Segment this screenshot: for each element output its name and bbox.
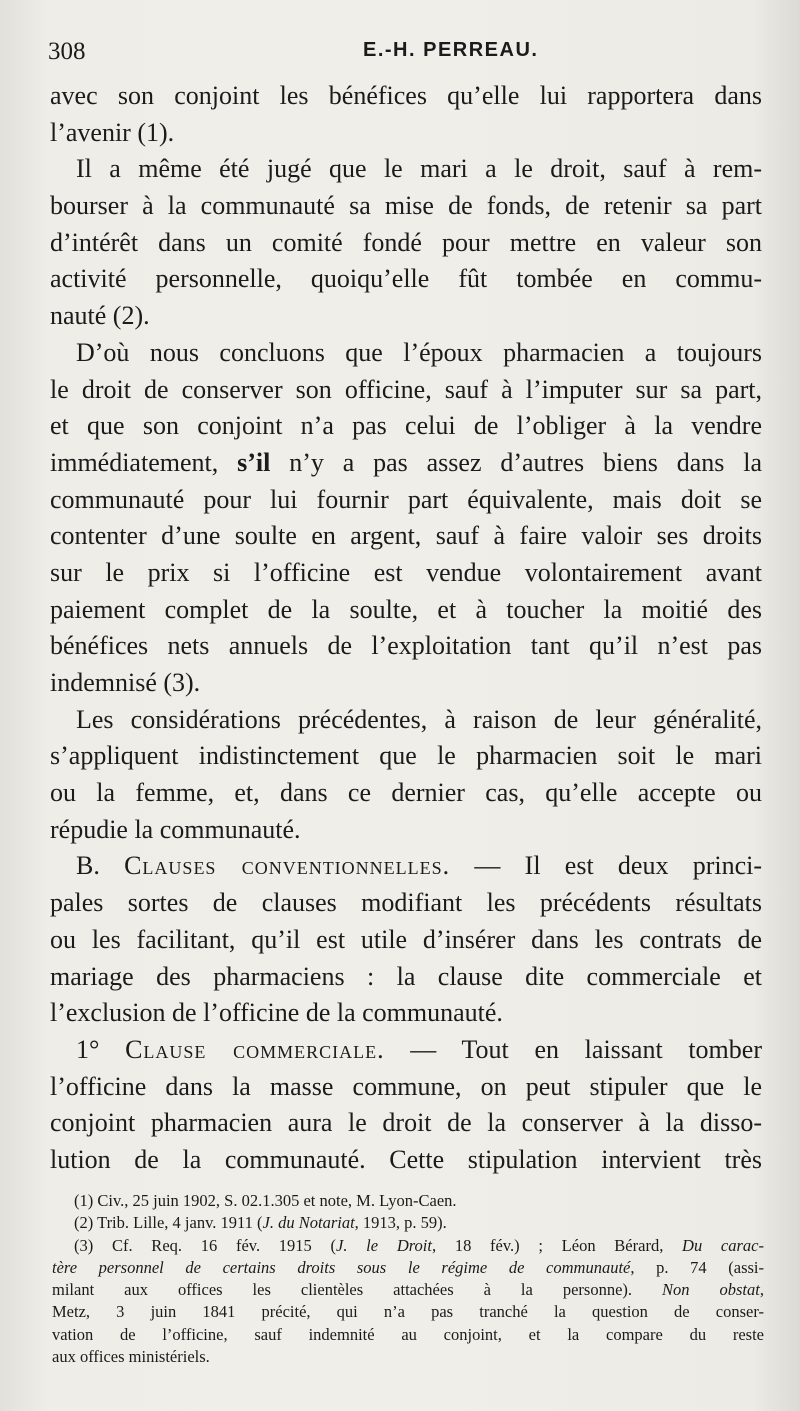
footnote-2 xyxy=(52,1212,764,1234)
text-line: s’appliquent indistinctement que le pharmacien soit le mari xyxy=(50,741,762,771)
text-line: pales sortes de clauses modifiant les précédents résultats xyxy=(50,888,762,918)
footnote-3-line xyxy=(52,1279,764,1301)
text-line: indemnisé (3). xyxy=(50,668,201,697)
footnote-3-line: aux offices ministériels. xyxy=(52,1347,210,1367)
text-line: Les considérations précédentes, à raison de leur généralité, xyxy=(76,704,762,734)
text-fragment: — Tout en laissant tomber xyxy=(384,1034,762,1064)
text-line xyxy=(50,848,762,885)
text-fragment: , 1913, p. 59). xyxy=(354,1213,447,1233)
text-line: et que son conjoint n’a pas celui de l’obliger à la vendre xyxy=(50,411,762,441)
text-fragment: (3) Cf. Req. 16 fév. 1915 ( xyxy=(74,1235,337,1255)
text-line: mariage des pharmaciens : la clause dite commerciale et xyxy=(50,961,762,991)
subsection-number: 1° xyxy=(76,1034,126,1064)
text-line: l’exclusion de l’officine de la communauté. xyxy=(50,998,503,1028)
footnote-3-line xyxy=(52,1257,764,1279)
latin-phrase: Non obstat xyxy=(662,1280,760,1300)
text-fragment: n’y a pas assez d’autres biens dans la xyxy=(270,447,762,477)
text-line xyxy=(50,1032,762,1069)
text-fragment: immédiatement, xyxy=(50,447,238,477)
text-line: paiement complet de la soulte, et à toucher la moitié des xyxy=(50,594,762,624)
text-fragment: , p. 74 (assi- xyxy=(630,1257,764,1277)
text-fragment: (2) Trib. Lille, 4 janv. 1911 ( xyxy=(74,1213,263,1233)
text-line: lution de la communauté. Cette stipulation intervient très xyxy=(50,1144,762,1174)
main-text xyxy=(50,78,762,1179)
text-line: l’officine dans la masse commune, on peut stipuler que le xyxy=(50,1071,762,1101)
footnote-3-line: vation de l’officine, sauf indemnité au conjoint, et la compare du reste xyxy=(52,1324,764,1344)
page-number: 308 xyxy=(48,38,86,65)
footnote-1: (1) Civ., 25 juin 1902, S. 02.1.305 et note, M. Lyon-Caen. xyxy=(74,1191,457,1210)
text-line: activité personnelle, quoiqu’elle fût tombée en commu- xyxy=(50,264,762,294)
page-header xyxy=(48,38,758,72)
citation-title: J. du Notariat xyxy=(262,1213,355,1233)
text-fragment: , 18 fév.) ; Léon Bérard, xyxy=(431,1235,683,1255)
text-line: ou les facilitant, qu’il est utile d’insérer dans les contrats de xyxy=(50,924,762,954)
section-heading: Clauses conventionnelles. xyxy=(124,851,451,881)
text-line: D’où nous concluons que l’époux pharmacien a toujours xyxy=(76,337,762,367)
text-line: Il a même été jugé que le mari a le droit, sauf à rem- xyxy=(76,154,762,184)
text-line: contenter d’une soulte en argent, sauf à faire valoir ses droits xyxy=(50,521,762,551)
citation-title: J. le Droit xyxy=(336,1235,432,1255)
text-line xyxy=(50,445,762,482)
citation-title: Du carac- xyxy=(682,1235,764,1255)
footnote-3-line: Metz, 3 juin 1841 précité, qui n’a pas tranché la question de conser- xyxy=(52,1302,764,1322)
text-line: sur le prix si l’officine est vendue volontairement avant xyxy=(50,557,762,587)
text-line: avec son conjoint les bénéfices qu’elle lui rapportera dans xyxy=(50,81,762,110)
text-line: communauté pour lui fournir part équivalente, mais doit se xyxy=(50,484,762,514)
text-line: ou la femme, et, dans ce dernier cas, qu’elle accepte ou xyxy=(50,778,762,808)
text-line: répudie la communauté. xyxy=(50,814,301,844)
text-line: bourser à la communauté sa mise de fonds, de retenir sa part xyxy=(50,191,762,221)
text-fragment: — Il est deux princi- xyxy=(450,851,763,881)
text-line: l’avenir (1). xyxy=(50,117,175,147)
citation-title: tère personnel de certains droits sous le régime de communauté xyxy=(52,1257,631,1277)
section-letter: B. xyxy=(76,851,125,881)
footnote-3 xyxy=(52,1235,764,1257)
text-fragment: milant aux offices les clientèles attachées à la personne). xyxy=(52,1280,663,1300)
text-line: le droit de conserver son officine, sauf à l’imputer sur sa part, xyxy=(50,374,762,404)
text-line: nauté (2). xyxy=(50,301,150,331)
text-line: d’intérêt dans un comité fondé pour mettre en valeur son xyxy=(50,227,762,257)
text-line: bénéfices nets annuels de l’exploitation tant qu’il n’est pas xyxy=(50,631,762,661)
subsection-heading: Clause commerciale. xyxy=(125,1034,385,1064)
footnotes xyxy=(52,1190,764,1368)
text-line: conjoint pharmacien aura le droit de la conserver à la disso- xyxy=(50,1108,762,1138)
running-head: E.-H. PERREAU. xyxy=(363,39,539,61)
text-fragment: , xyxy=(759,1280,764,1300)
bold-text: s’il xyxy=(237,447,271,477)
